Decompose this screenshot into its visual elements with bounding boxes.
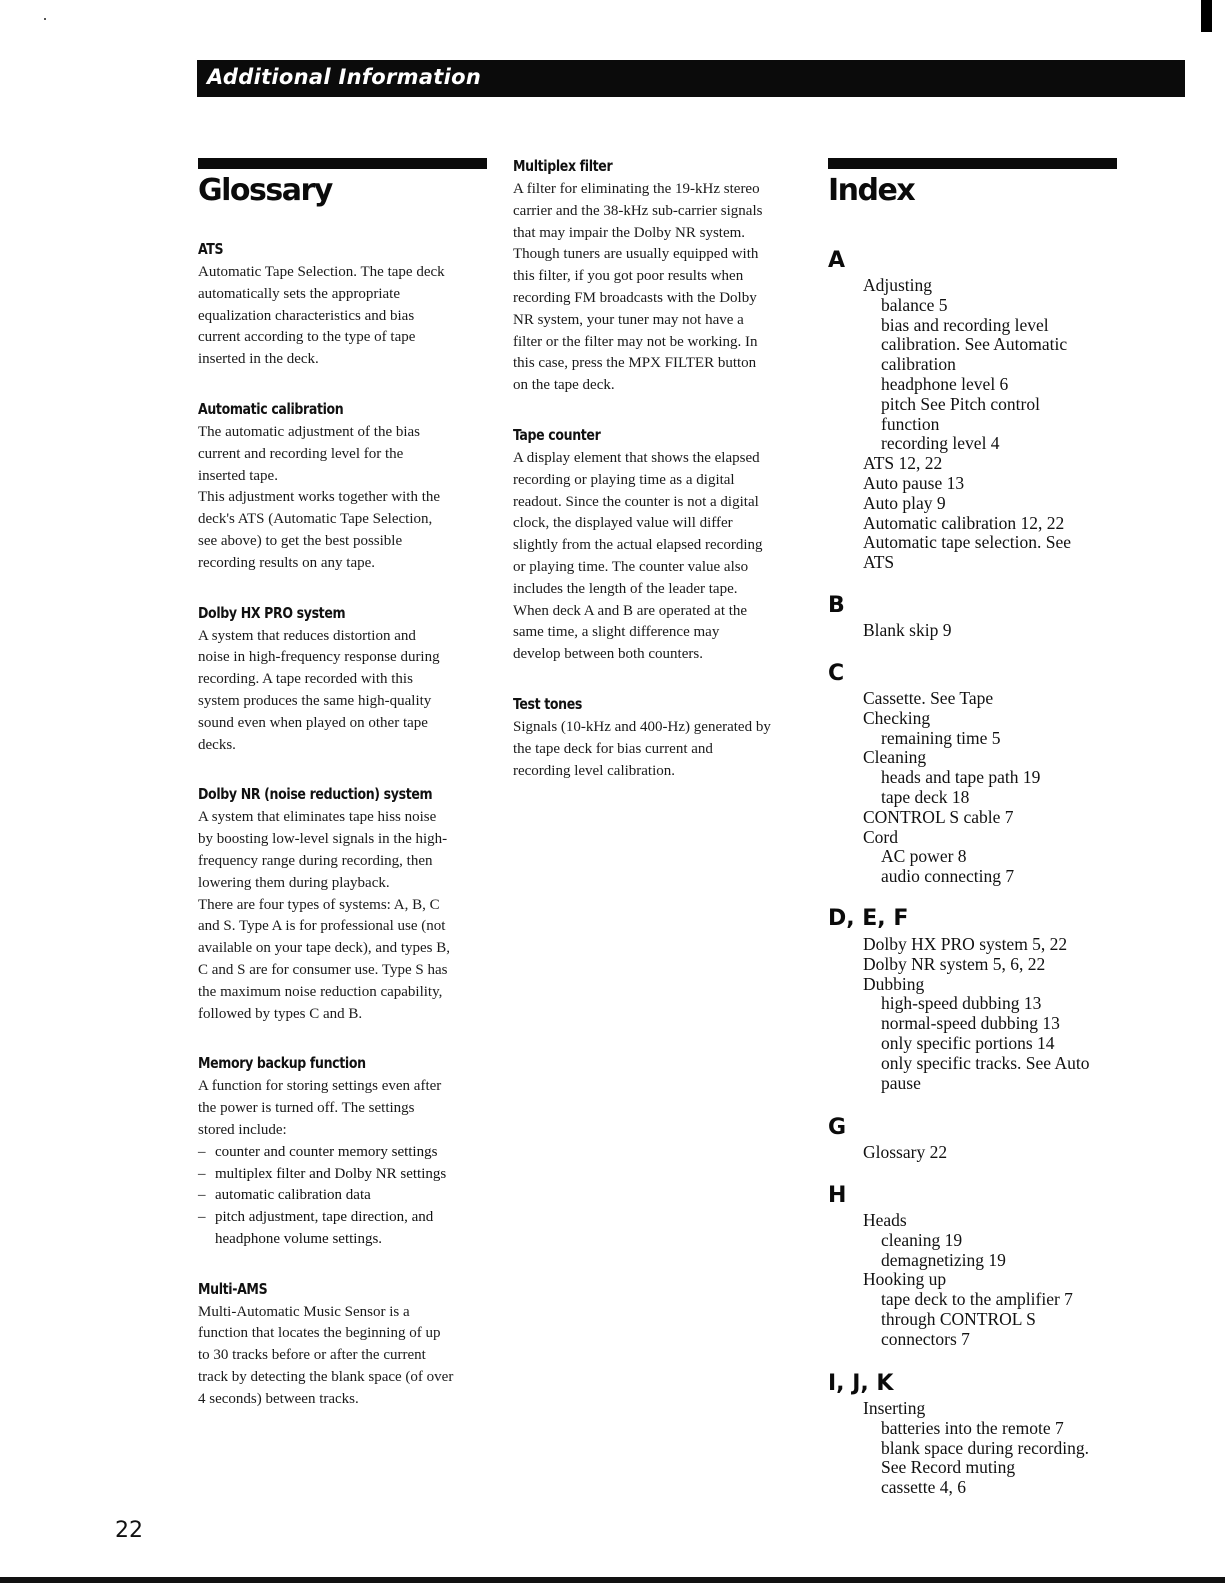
index-line: AC power 8 xyxy=(881,846,967,867)
definition-line: A function for storing settings even after xyxy=(198,1078,442,1095)
definition-line: carrier and the 38-kHz sub-carrier signals xyxy=(513,202,763,219)
index-line: remaining time 5 xyxy=(881,727,1001,748)
index-line: normal-speed dubbing 13 xyxy=(881,1013,1060,1034)
glossary-entry xyxy=(513,157,813,397)
definition-line: readout. Since the counter is not a digital xyxy=(513,493,759,510)
definition-line: develop between both counters. xyxy=(513,646,703,663)
definition-line: sound even when played on other tape xyxy=(198,714,428,731)
glossary-entry xyxy=(513,426,813,666)
index-letter-heading: I, J, K xyxy=(828,1371,894,1396)
glossary-entry xyxy=(198,604,498,757)
definition-line: C and S are for consumer use. Type S has xyxy=(198,961,448,978)
definition-line: noise in high-frequency response during xyxy=(198,649,440,666)
index-line: Automatic tape selection. See xyxy=(863,532,1071,553)
definition-line: deck's ATS (Automatic Tape Selection, xyxy=(198,511,433,528)
definition-line: decks. xyxy=(198,736,236,753)
definition-line: that may impair the Dolby NR system. xyxy=(513,224,746,241)
glossary-term: Multiplex filter xyxy=(513,157,613,175)
definition-line: The automatic adjustment of the bias xyxy=(198,423,421,440)
glossary-term: Memory backup function xyxy=(198,1054,366,1073)
index-line: Cord xyxy=(863,826,898,847)
definition-line: Though tuners are usually equipped with xyxy=(513,246,759,263)
definition-line: function that locates the beginning of up xyxy=(198,1325,441,1342)
glossary-entry xyxy=(198,240,498,371)
definition-line: followed by types C and B. xyxy=(198,1005,363,1022)
scan-speck xyxy=(44,18,46,20)
definition-line: slightly from the actual elapsed recording xyxy=(513,537,763,554)
scan-bottom-edge xyxy=(0,1577,1225,1583)
index-line: Adjusting xyxy=(863,275,933,295)
glossary-entry xyxy=(198,1054,498,1250)
glossary-entry xyxy=(198,400,498,575)
index-line: Blank skip 9 xyxy=(863,620,952,640)
definition-line: equalization characteristics and bias xyxy=(198,307,415,324)
definition-line: or playing time. The counter value also xyxy=(513,558,749,575)
bullet-item xyxy=(198,1207,498,1251)
definition-line: automatically sets the appropriate xyxy=(198,285,401,302)
section-header-title: Additional Information xyxy=(207,65,482,89)
index-line: ATS xyxy=(863,552,895,573)
index-group xyxy=(863,1143,947,1163)
index-line: through CONTROL S xyxy=(881,1308,1036,1329)
index-line: ATS 12, 22 xyxy=(863,453,943,474)
definition-line: Signals (10-kHz and 400-Hz) generated by xyxy=(513,718,771,735)
index-line: audio connecting 7 xyxy=(881,866,1015,887)
bullet-item xyxy=(198,1185,498,1207)
glossary-entry xyxy=(198,1280,498,1411)
index-group xyxy=(863,621,951,641)
definition-line: A display element that shows the elapsed xyxy=(513,449,760,466)
glossary-column-left xyxy=(198,240,498,1440)
definition-line: current according to the type of tape xyxy=(198,329,416,346)
glossary-title: Glossary xyxy=(198,173,332,208)
bullet-text: multiplex filter and Dolby NR settings xyxy=(215,1165,447,1182)
glossary-term: Test tones xyxy=(513,694,583,713)
definition-line: this filter, if you got poor results when xyxy=(513,268,744,285)
definition-line: the maximum noise reduction capability, xyxy=(198,983,443,1000)
index-line: headphone level 6 xyxy=(881,373,1009,394)
definition-line: frequency range during recording, then xyxy=(198,852,433,869)
index-letter-heading: B xyxy=(828,593,845,618)
index-line: bias and recording level xyxy=(881,314,1049,335)
definition-line: A system that reduces distortion and xyxy=(198,627,416,644)
scan-edge-mark xyxy=(1201,0,1212,32)
index-line: cleaning 19 xyxy=(881,1229,963,1250)
bullet-text: automatic calibration data xyxy=(215,1187,371,1204)
section-header-bar xyxy=(197,60,1185,97)
index-group xyxy=(863,276,1071,573)
glossary-term: Tape counter xyxy=(513,425,601,444)
index-line: tape deck 18 xyxy=(881,786,970,807)
index-letter-heading: H xyxy=(828,1183,847,1208)
bullet-item xyxy=(198,1164,498,1186)
definition-line: current and recording level for the xyxy=(198,445,404,462)
index-group xyxy=(863,935,1090,1093)
definition-line: A system that eliminates tape hiss noise xyxy=(198,809,437,826)
definition-line: this case, press the MPX FILTER button xyxy=(513,355,757,372)
definition-line: includes the length of the leader tape. xyxy=(513,580,738,597)
definition-line: recording or playing time as a digital xyxy=(513,471,735,488)
index-line: Hooking up xyxy=(863,1269,947,1290)
definition-line: by boosting low-level signals in the high- xyxy=(198,831,448,848)
index-line: Auto play 9 xyxy=(863,492,946,513)
glossary-entry xyxy=(198,785,498,1025)
index-line: Glossary 22 xyxy=(863,1142,948,1162)
bullet-text: pitch adjustment, tape direction, and xyxy=(215,1209,434,1226)
index-line: function xyxy=(881,413,940,434)
index-line: pitch See Pitch control xyxy=(881,393,1040,414)
index-line: blank space during recording. xyxy=(881,1437,1089,1458)
index-letter-heading: D, E, F xyxy=(828,906,909,931)
definition-line: Multi-Automatic Music Sensor is a xyxy=(198,1303,410,1320)
bullet-text: headphone volume settings. xyxy=(215,1230,383,1247)
index-group xyxy=(863,1399,1089,1498)
definition-line: the tape deck for bias current and xyxy=(513,740,713,757)
page-number: 22 xyxy=(115,1518,143,1543)
definition-line: recording level calibration. xyxy=(513,762,676,779)
index-line: Dolby HX PRO system 5, 22 xyxy=(863,934,1068,954)
definition-line: This adjustment works together with the xyxy=(198,489,441,506)
definition-line: filter or the filter may not be working. In xyxy=(513,333,758,350)
definition-line: 4 seconds) between tracks. xyxy=(198,1390,359,1407)
index-line: cassette 4, 6 xyxy=(881,1477,967,1498)
index-line: heads and tape path 19 xyxy=(881,767,1041,788)
index-line: high-speed dubbing 13 xyxy=(881,993,1042,1014)
index-line: recording level 4 xyxy=(881,433,1000,454)
definition-line: same time, a slight difference may xyxy=(513,624,720,641)
index-line: connectors 7 xyxy=(881,1328,970,1349)
definition-line: There are four types of systems: A, B, C xyxy=(198,896,440,913)
index-line: See Record muting xyxy=(881,1457,1016,1478)
glossary-rule xyxy=(198,158,487,169)
definition-line: NR system, your tuner may not have a xyxy=(513,311,744,328)
index-line: Cleaning xyxy=(863,747,927,768)
definition-line: on the tape deck. xyxy=(513,377,615,394)
index-line: Cassette. See Tape xyxy=(863,688,994,708)
index-line: Checking xyxy=(863,707,931,728)
glossary-term: Multi-AMS xyxy=(198,1279,268,1298)
definition-line: Automatic Tape Selection. The tape deck xyxy=(198,264,445,280)
index-title: Index xyxy=(828,173,915,208)
definition-line: lowering them during playback. xyxy=(198,874,390,891)
definition-line: and S. Type A is for professional use (not xyxy=(198,918,446,935)
index-line: Dubbing xyxy=(863,973,925,994)
index-line: demagnetizing 19 xyxy=(881,1249,1006,1270)
index-line: Automatic calibration 12, 22 xyxy=(863,512,1065,533)
index-line: only specific tracks. See Auto xyxy=(881,1052,1090,1073)
index-letter-heading: C xyxy=(828,661,845,686)
index-group xyxy=(863,1211,1073,1350)
index-line: Inserting xyxy=(863,1398,926,1418)
index-line: CONTROL S cable 7 xyxy=(863,806,1014,827)
glossary-term: Dolby NR (noise reduction) system xyxy=(198,785,433,804)
bullet-item xyxy=(198,1142,498,1164)
definition-line: recording FM broadcasts with the Dolby xyxy=(513,289,757,306)
index-line: calibration. See Automatic xyxy=(881,334,1068,355)
index-rule xyxy=(828,158,1117,169)
glossary-term: ATS xyxy=(198,240,224,258)
definition-line: clock, the displayed value will differ xyxy=(513,515,733,532)
index-line: calibration xyxy=(881,354,956,375)
index-line: Dolby NR system 5, 6, 22 xyxy=(863,953,1046,974)
glossary-column-middle xyxy=(513,157,813,811)
definition-line: When deck A and B are operated at the xyxy=(513,602,748,619)
bullet-text: counter and counter memory settings xyxy=(215,1143,438,1160)
glossary-term: Automatic calibration xyxy=(198,399,344,418)
index-line: Heads xyxy=(863,1210,907,1230)
glossary-entry xyxy=(513,695,813,782)
definition-line: available on your tape deck), and types B, xyxy=(198,940,450,957)
glossary-term: Dolby HX PRO system xyxy=(198,603,346,622)
settings-bullet-list xyxy=(198,1142,498,1251)
definition-line: inserted in the deck. xyxy=(198,351,319,368)
definition-line: see above) to get the best possible xyxy=(198,532,403,549)
index-line: balance 5 xyxy=(881,294,948,315)
definition-line: to 30 tracks before or after the current xyxy=(198,1347,426,1364)
definition-line: track by detecting the blank space (of over xyxy=(198,1369,454,1386)
definition-line: A filter for eliminating the 19-kHz stereo xyxy=(513,181,760,197)
index-line: batteries into the remote 7 xyxy=(881,1417,1064,1438)
definition-line: the power is turned off. The settings xyxy=(198,1100,415,1117)
definition-line: stored include: xyxy=(198,1121,287,1138)
definition-line: recording. A tape recorded with this xyxy=(198,671,413,688)
index-letter-heading: G xyxy=(828,1115,847,1140)
index-line: pause xyxy=(881,1072,921,1093)
definition-line: system produces the same high-quality xyxy=(198,692,432,709)
index-letter-heading: A xyxy=(828,248,846,273)
index-line: tape deck to the amplifier 7 xyxy=(881,1289,1073,1310)
index-group xyxy=(863,689,1040,887)
index-line: only specific portions 14 xyxy=(881,1032,1055,1053)
index-line: Auto pause 13 xyxy=(863,472,965,493)
definition-line: inserted tape. xyxy=(198,467,278,484)
definition-line: recording results on any tape. xyxy=(198,554,376,571)
